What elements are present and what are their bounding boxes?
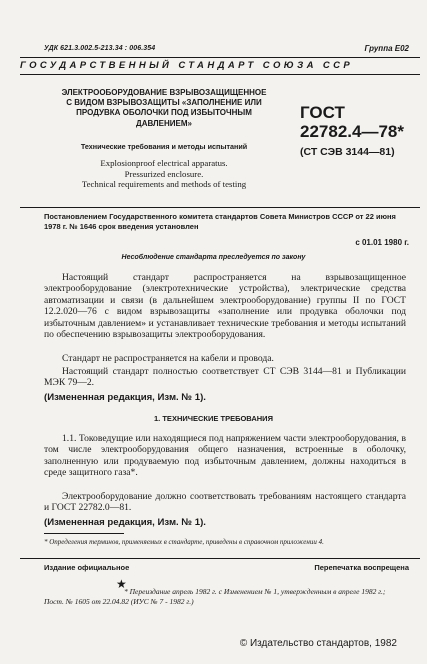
reissue-note: * Переиздание апрель 1982 г. с Изменением № 1, утвержденным в апреле 1982 г.; Пост. № 1605 от 22.04.82 (ИУС № 7 - 1982 г.): [44, 587, 386, 606]
reprint-prohibited: Перепечатка воспрещена: [314, 563, 409, 572]
copyright: © Издательство стандартов, 1982: [239, 638, 397, 649]
title-en: [44, 158, 284, 190]
star-icon: ★: [116, 577, 127, 591]
footer-rule: [20, 558, 420, 559]
title-en-line: Pressurized enclosure.: [124, 168, 204, 179]
top-rule: [20, 57, 420, 58]
penalty-notice: Несоблюдение стандарта преследуется по закону: [121, 254, 306, 261]
amendment-note: (Измененная редакция, Изм. № 1).: [44, 517, 206, 528]
section-heading: 1. ТЕХНИЧЕСКИЕ ТРЕБОВАНИЯ: [154, 414, 273, 423]
title-ru-line: ЭЛЕКТРООБОРУДОВАНИЕ ВЗРЫВОЗАЩИЩЕННОЕ: [61, 88, 267, 97]
paragraph-1-1: 1.1. Токоведущие или находящиеся под напряжением части электрооборудования, в том числе электрооборудования общего назначения, встроенные в оболочку, заполненную или продуваемую под избыточным давлением, должны находиться в среде защитного газа*.: [44, 433, 406, 479]
title-en-line: Technical requirements and methods of testing: [81, 179, 247, 190]
effective-date: с 01.01 1980 г.: [355, 238, 409, 247]
cst-code: (СТ СЭВ 3144—81): [300, 146, 395, 158]
paragraph-conformity: Настоящий стандарт полностью соответствует СТ СЭВ 3144—81 и Публикации МЭК 79—2.: [44, 366, 406, 389]
amendment-note: (Измененная редакция, Изм. № 1).: [44, 392, 206, 403]
title-ru-line: ДАВЛЕНИЕМ»: [136, 118, 192, 128]
paragraph-exclusion: Стандарт не распространяется на кабели и провода.: [62, 353, 274, 364]
udk-code: УДК 621.3.002.5-213.34 : 006.354: [44, 45, 156, 52]
title-ru-line: ПРОДУВКА ОБОЛОЧКИ ПОД ИЗБЫТОЧНЫМ: [76, 108, 252, 118]
title-ru-line: С ВИДОМ ВЗРЫВОЗАЩИТЫ «ЗАПОЛНЕНИЕ ИЛИ: [66, 98, 262, 108]
decree-rule: [20, 207, 420, 208]
decree-text: Постановлением Государственного комитета стандартов Совета Министров СССР от 22 июня 1978 г. № 1646 срок введения установлен: [44, 212, 396, 231]
footnote-rule: [44, 533, 124, 534]
title-en-line: Explosionproof electrical apparatus.: [100, 158, 228, 168]
standard-line: ГОСУДАРСТВЕННЫЙ СТАНДАРТ СОЮЗА ССР: [20, 60, 354, 71]
paragraph-scope: Настоящий стандарт распространяется на взрывозащищенное электрооборудование (электротехнические устройства), электрические средства автоматизации и связи (в дальнейшем электрооборудование) группы II по ГОСТ 12.2.020—76 с видом взрывозащиты «заполнение или продувка оболочки под избыточным давлением» и устанавливает технические требования и методы испытаний по обеспечению взрывозащиты электрооборудования.: [44, 272, 406, 341]
title-ru: [44, 88, 284, 129]
official-edition: Издание официальное: [44, 563, 130, 572]
gost-code: 22782.4—78*: [300, 122, 404, 141]
subtitle-ru: Технические требования и методы испытаний: [80, 142, 248, 151]
standard-rule: [20, 74, 420, 75]
group-code: Группа Е02: [364, 44, 409, 53]
paragraph-compliance: Электрооборудование должно соответствовать требованиям настоящего стандарта и ГОСТ 22782.0—81.: [44, 491, 406, 514]
footnote: * Определения терминов, применяемых в стандарте, приведены в справочном приложении 4.: [44, 538, 324, 546]
gost-label: ГОСТ: [300, 103, 345, 122]
